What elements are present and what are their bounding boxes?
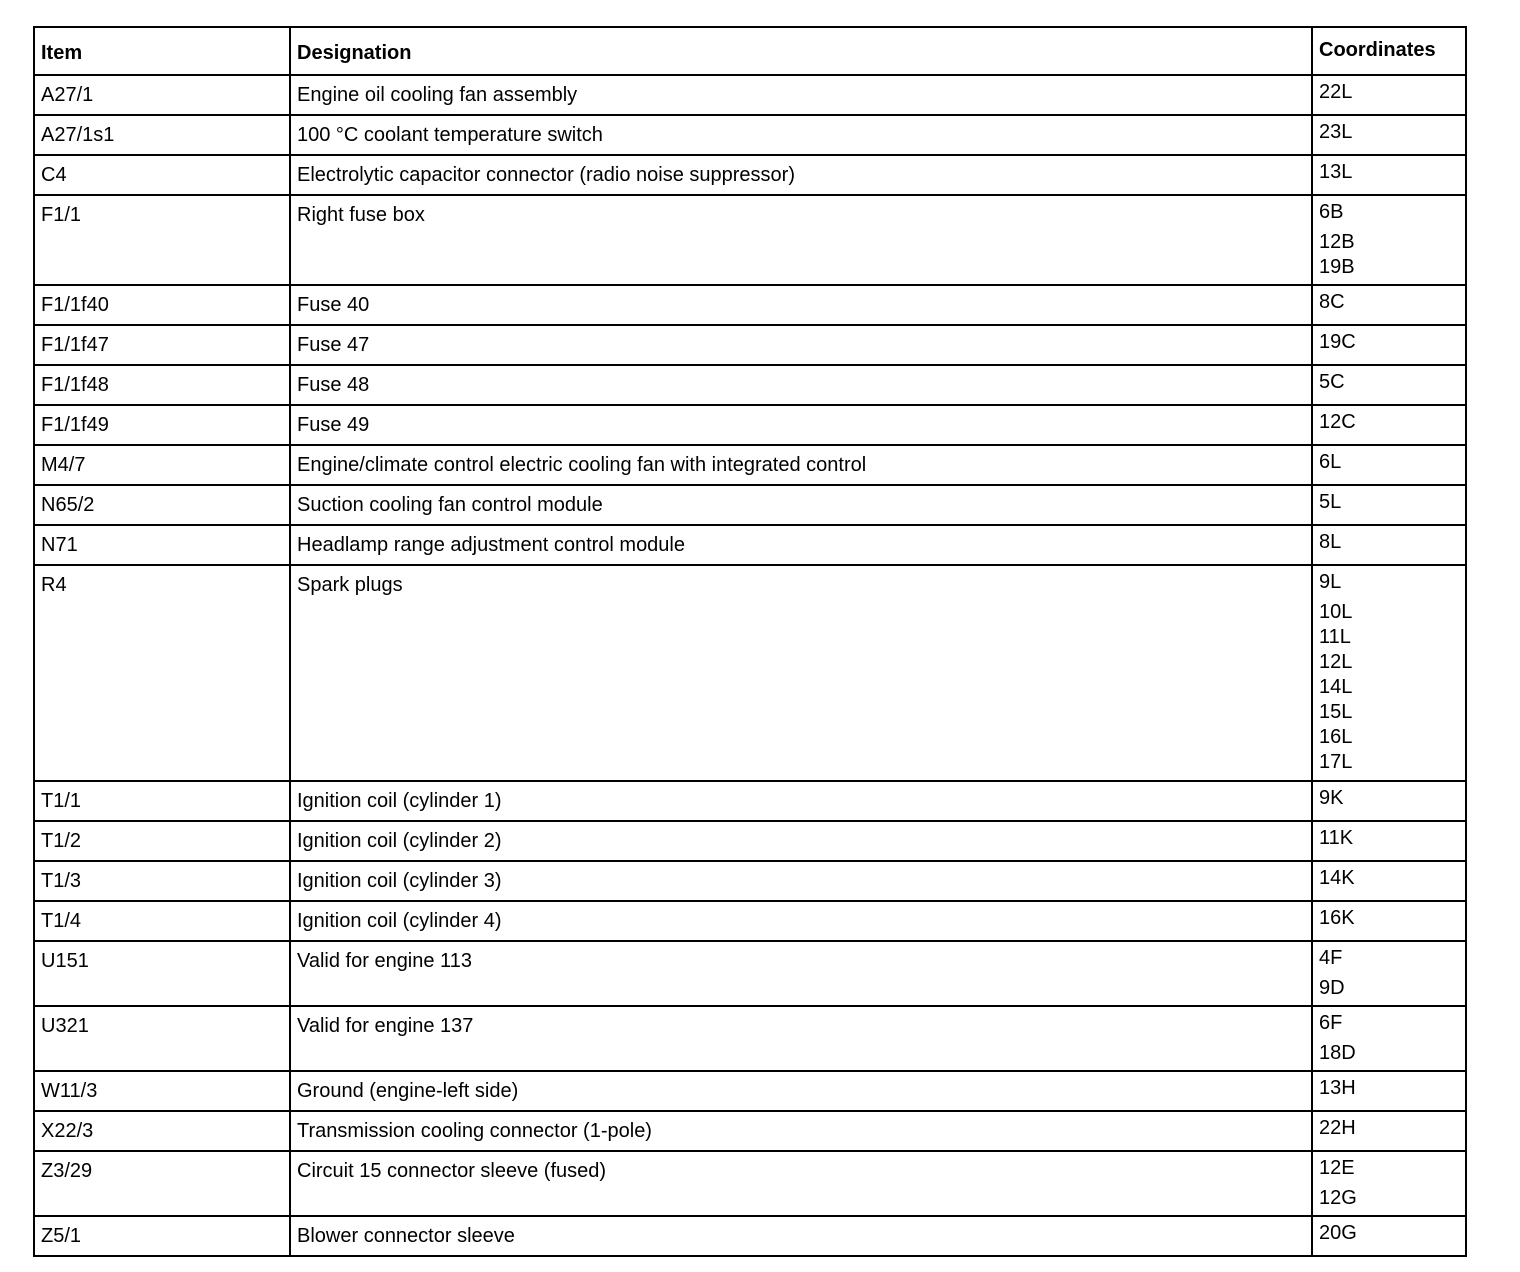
coordinate-value: 14K xyxy=(1319,867,1355,889)
designation-cell: Fuse 40 xyxy=(291,286,1313,324)
designation-cell: Fuse 49 xyxy=(291,406,1313,444)
item-cell: W11/3 xyxy=(35,1072,291,1110)
table-row xyxy=(35,196,1465,286)
table-row xyxy=(35,366,1465,406)
coordinates-cell xyxy=(1313,822,1465,860)
coordinates-cell xyxy=(1313,76,1465,114)
coordinate-value: 5L xyxy=(1319,491,1342,513)
designation-cell: Circuit 15 connector sleeve (fused) xyxy=(291,1152,1313,1215)
coordinate-value: 9D xyxy=(1319,977,1345,999)
table-row xyxy=(35,1112,1465,1152)
coordinates-cell xyxy=(1313,286,1465,324)
table-row xyxy=(35,862,1465,902)
table-row xyxy=(35,1217,1465,1257)
item-cell: N65/2 xyxy=(35,486,291,524)
item-cell: R4 xyxy=(35,566,291,780)
item-cell: F1/1f49 xyxy=(35,406,291,444)
coordinates-cell xyxy=(1313,406,1465,444)
coordinate-value: 13H xyxy=(1319,1077,1356,1099)
designation-cell: Ignition coil (cylinder 1) xyxy=(291,782,1313,820)
designation-cell: Ground (engine-left side) xyxy=(291,1072,1313,1110)
coordinates-cell xyxy=(1313,566,1465,780)
component-table xyxy=(33,26,1467,1257)
coordinates-cell xyxy=(1313,1152,1465,1215)
coordinates-cell xyxy=(1313,116,1465,154)
coordinates-cell xyxy=(1313,326,1465,364)
designation-cell: Ignition coil (cylinder 3) xyxy=(291,862,1313,900)
coordinates-cell xyxy=(1313,366,1465,404)
coordinate-value: 18D xyxy=(1319,1042,1356,1064)
coordinates-cell xyxy=(1313,902,1465,940)
designation-cell: 100 °C coolant temperature switch xyxy=(291,116,1313,154)
designation-cell: Valid for engine 113 xyxy=(291,942,1313,1005)
table-row xyxy=(35,1007,1465,1072)
item-cell: T1/1 xyxy=(35,782,291,820)
table-row xyxy=(35,942,1465,1007)
item-cell: M4/7 xyxy=(35,446,291,484)
item-cell: Z5/1 xyxy=(35,1217,291,1255)
coordinate-value: 14L xyxy=(1319,676,1353,698)
designation-cell: Fuse 47 xyxy=(291,326,1313,364)
coordinates-cell xyxy=(1313,942,1465,1005)
designation-cell: Valid for engine 137 xyxy=(291,1007,1313,1070)
table-row xyxy=(35,822,1465,862)
table-row xyxy=(35,782,1465,822)
designation-cell: Ignition coil (cylinder 4) xyxy=(291,902,1313,940)
item-cell: F1/1f47 xyxy=(35,326,291,364)
coordinate-value: 6L xyxy=(1319,451,1342,473)
coordinates-cell xyxy=(1313,1007,1465,1070)
coordinates-cell xyxy=(1313,526,1465,564)
item-cell: F1/1 xyxy=(35,196,291,284)
coordinate-value: 11K xyxy=(1319,827,1354,849)
coordinate-value: 22L xyxy=(1319,81,1353,103)
coordinates-cell xyxy=(1313,486,1465,524)
coordinate-value: 19C xyxy=(1319,331,1356,353)
item-cell: X22/3 xyxy=(35,1112,291,1150)
designation-cell: Right fuse box xyxy=(291,196,1313,284)
coordinate-value: 12L xyxy=(1319,651,1353,673)
item-cell: A27/1 xyxy=(35,76,291,114)
coordinate-value: 16K xyxy=(1319,907,1355,929)
table-header-row xyxy=(35,28,1465,76)
designation-cell: Suction cooling fan control module xyxy=(291,486,1313,524)
item-cell: U321 xyxy=(35,1007,291,1070)
designation-cell: Ignition coil (cylinder 2) xyxy=(291,822,1313,860)
coordinate-value: 4F xyxy=(1319,947,1343,969)
table-row xyxy=(35,486,1465,526)
item-cell: T1/4 xyxy=(35,902,291,940)
coordinates-cell xyxy=(1313,1217,1465,1255)
header-item: Item xyxy=(35,28,291,74)
table-row xyxy=(35,116,1465,156)
item-cell: T1/3 xyxy=(35,862,291,900)
coordinate-value: 8L xyxy=(1319,531,1342,553)
table-row xyxy=(35,446,1465,486)
designation-cell: Headlamp range adjustment control module xyxy=(291,526,1313,564)
coordinate-value: 19B xyxy=(1319,256,1355,278)
item-cell: F1/1f48 xyxy=(35,366,291,404)
designation-cell: Transmission cooling connector (1-pole) xyxy=(291,1112,1313,1150)
table-row xyxy=(35,1072,1465,1112)
coordinate-value: 5C xyxy=(1319,371,1345,393)
header-coordinates: Coordinates xyxy=(1319,39,1436,61)
coordinate-value: 22H xyxy=(1319,1117,1356,1139)
coordinates-cell xyxy=(1313,446,1465,484)
table-row xyxy=(35,1152,1465,1217)
coordinate-value: 20G xyxy=(1319,1222,1357,1244)
item-cell: C4 xyxy=(35,156,291,194)
table-row xyxy=(35,526,1465,566)
item-cell: T1/2 xyxy=(35,822,291,860)
designation-cell: Spark plugs xyxy=(291,566,1313,780)
item-cell: Z3/29 xyxy=(35,1152,291,1215)
coordinate-value: 10L xyxy=(1319,601,1353,623)
coordinates-cell xyxy=(1313,1072,1465,1110)
item-cell: F1/1f40 xyxy=(35,286,291,324)
designation-cell: Engine/climate control electric cooling fan with integrated control xyxy=(291,446,1313,484)
coordinate-value: 11L xyxy=(1319,626,1351,648)
coordinate-value: 9K xyxy=(1319,787,1344,809)
designation-cell: Engine oil cooling fan assembly xyxy=(291,76,1313,114)
table-row xyxy=(35,406,1465,446)
coordinate-value: 6F xyxy=(1319,1012,1343,1034)
coordinate-value: 12E xyxy=(1319,1157,1355,1179)
coordinate-value: 12B xyxy=(1319,231,1355,253)
table-row xyxy=(35,76,1465,116)
designation-cell: Fuse 48 xyxy=(291,366,1313,404)
coordinates-cell xyxy=(1313,862,1465,900)
item-cell: U151 xyxy=(35,942,291,1005)
coordinate-value: 23L xyxy=(1319,121,1353,143)
table-row xyxy=(35,286,1465,326)
item-cell: A27/1s1 xyxy=(35,116,291,154)
coordinate-value: 16L xyxy=(1319,726,1353,748)
table-row xyxy=(35,902,1465,942)
designation-cell: Electrolytic capacitor connector (radio noise suppressor) xyxy=(291,156,1313,194)
coordinate-value: 12G xyxy=(1319,1187,1357,1209)
coordinate-value: 12C xyxy=(1319,411,1356,433)
coordinate-value: 6B xyxy=(1319,201,1344,223)
coordinate-value: 13L xyxy=(1319,161,1353,183)
designation-cell: Blower connector sleeve xyxy=(291,1217,1313,1255)
table-row xyxy=(35,566,1465,782)
coordinate-value: 8C xyxy=(1319,291,1345,313)
table-body xyxy=(35,76,1465,1257)
coordinates-cell xyxy=(1313,156,1465,194)
table-row xyxy=(35,326,1465,366)
coordinate-value: 17L xyxy=(1319,751,1353,773)
coordinates-cell xyxy=(1313,1112,1465,1150)
coordinates-cell xyxy=(1313,196,1465,284)
coordinate-value: 15L xyxy=(1319,701,1353,723)
table-row xyxy=(35,156,1465,196)
item-cell: N71 xyxy=(35,526,291,564)
header-designation: Designation xyxy=(291,28,1313,74)
coordinate-value: 9L xyxy=(1319,571,1342,593)
coordinates-cell xyxy=(1313,782,1465,820)
